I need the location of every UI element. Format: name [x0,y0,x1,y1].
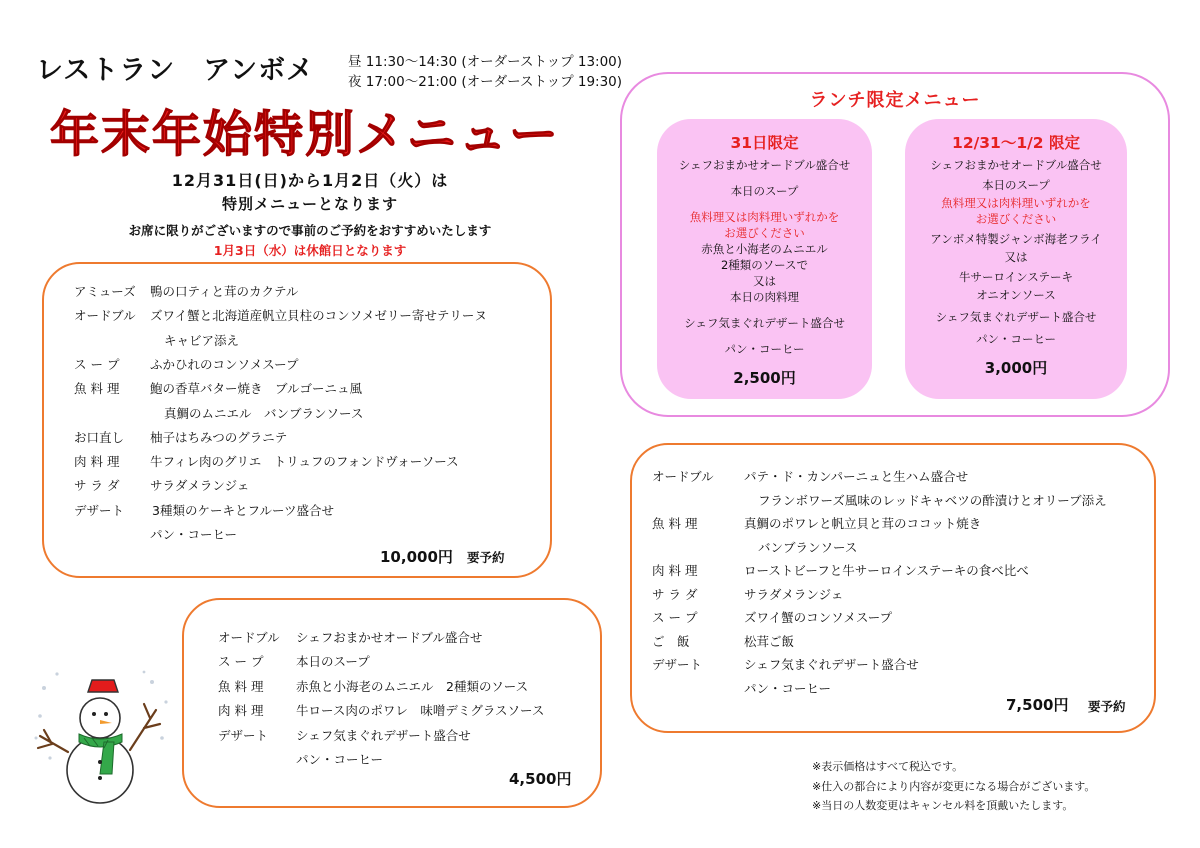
course-7500-item: シェフ気まぐれデザート盛合せ [744,657,919,672]
course-10000-label: 魚 料 理 [74,381,120,397]
footnote-cancel: ※当日の人数変更はキャンセル料を頂戴いたします。 [812,799,1074,812]
lunch-newyear-line: シェフ気まぐれデザート盛合せ [935,310,1097,324]
lunch-newyear-line: オニオンソース [976,288,1056,302]
hours-dinner: 夜 17:00～21:00 (オーダーストップ 19:30) [348,74,623,90]
course-10000-item: パン・コーヒー [150,527,238,542]
lunch-31-line: 本日のスープ [730,184,799,198]
lunch-31-line: 赤魚と小海老のムニエル [701,242,828,256]
lunch-31-line: お選びください [724,226,805,240]
course-7500-item: サラダメランジェ [744,586,844,602]
course-4500-box [182,598,602,808]
lunch-31-price: 2,500円 [733,369,796,387]
course-10000-item: ズワイ蟹と北海道産帆立貝柱のコンソメゼリー寄せテリーヌ [150,308,487,324]
course-10000-label: オードブル [74,308,136,324]
course-10000-reserve: 要予約 [467,550,505,565]
lunch-newyear-price: 3,000円 [984,359,1048,377]
course-7500-item: パテ・ド・カンパーニュと生ハム盛合せ [744,469,969,484]
hours-lunch: 昼 11:30～14:30 (オーダーストップ 13:00) [348,54,623,70]
course-4500-item: シェフ気まぐれデザート盛合せ [296,727,471,743]
course-7500-box [630,443,1156,733]
course-7500-item: バンブランソース [758,539,858,555]
course-10000-item: 鴨の口ティと茸のカクテル [150,284,299,299]
course-7500-label: ス ー プ [652,610,698,625]
lunch-newyear-line: 本日のスープ [982,178,1050,192]
lunch-newyear-card [905,119,1127,399]
course-7500-reserve: 要予約 [1088,699,1126,714]
course-10000-box [42,262,552,578]
lunch-newyear-line: アンボメ特製ジャンボ海老フライ [930,232,1102,246]
course-7500-item: パン・コーヒー [744,680,832,696]
course-4500-label: オードブル [218,630,280,645]
course-10000-item: 鮑の香草バター焼き ブルゴーニュ風 [150,381,363,397]
course-10000-item: 牛フィレ肉のグリエ トリュフのフォンドヴォーソース [150,454,459,470]
course-7500-label: 肉 料 理 [652,563,698,578]
footnote-tax: ※表示価格はすべて税込です。 [812,760,964,773]
course-10000-label: 肉 料 理 [74,454,120,470]
lunch-31-line: シェフおまかせオードブル盛合せ [678,158,851,172]
footnote-change: ※仕入の都合により内容が変更になる場合がございます。 [812,780,1096,793]
lunch-newyear-line: 又は [1004,250,1028,264]
course-10000-item: 真鯛のムニエル バンブランソース [164,405,364,421]
course-7500-item: フランボワーズ風味のレッドキャベツの酢漬けとオリーブ添え [758,492,1107,508]
course-4500-item: 牛ロース肉のポワレ 味噌デミグラスソース [296,703,545,719]
course-10000-item: サラダメランジェ [150,478,250,494]
course-7500-item: 真鯛のポワレと帆立貝と茸のココット焼き [744,516,982,531]
course-7500-item: ズワイ蟹のコンソメスープ [744,610,893,625]
lunch-newyear-line: 牛サーロインステーキ [958,270,1074,284]
course-4500-item: 赤魚と小海老のムニエル 2種類のソース [296,678,529,694]
course-4500-label: デザート [218,727,269,743]
lunch-31-title: 31日限定 [730,134,799,152]
course-10000-label: アミューズ [74,284,136,299]
reservation-note: お席に限りがございますので事前のご予約をおすすめいたします [128,223,492,238]
dates-line-1: 12月31日(日)から1月2日（火）は [171,171,449,190]
course-10000-label: デザート [74,502,125,518]
course-4500-item: 本日のスープ [296,654,370,670]
lunch-newyear-line: お選びください [975,212,1057,226]
course-10000-label: サ ラ ダ [74,478,120,494]
course-4500-label: ス ー プ [218,654,264,670]
course-7500-label: オードブル [652,469,714,484]
lunch-31-line: シェフ気まぐれデザート盛合せ [684,316,845,330]
course-7500-label: 魚 料 理 [652,516,698,531]
lunch-31-line: 魚料理又は肉料理いずれかを [689,210,840,224]
course-4500-item: シェフおまかせオードブル盛合せ [296,630,483,645]
course-7500-label: サ ラ ダ [652,586,698,602]
lunch-31-card [657,119,872,399]
course-4500-label: 魚 料 理 [218,678,264,694]
lunch-31-line: 又は [753,274,776,288]
course-10000-label: お口直し [74,429,125,445]
snowman-icon [32,668,172,808]
lunch-31-line: パン・コーヒー [724,342,805,356]
lunch-newyear-line: パン・コーヒー [975,332,1057,346]
course-7500-label: ご 飯 [652,633,690,649]
lunch-newyear-line: 魚料理又は肉料理いずれかを [941,196,1091,210]
lunch-31-line: 2種類のソースで [720,258,808,272]
course-10000-item: 3種類のケーキとフルーツ盛合せ [152,502,334,518]
course-10000-price: 10,000円 [380,548,453,566]
course-7500-item: ローストビーフと牛サーロインステーキの食べ比べ [744,563,1029,578]
course-7500-item: 松茸ご飯 [744,633,795,649]
course-10000-item: キャビア添え [164,332,240,348]
page-title: 年末年始特別メニュー [50,106,561,163]
lunch-newyear-line: シェフおまかせオードブル盛合せ [930,158,1102,172]
course-10000-item: 柚子はちみつのグラニテ [150,429,288,445]
course-4500-price: 4,500円 [509,770,572,788]
dates-line-2: 特別メニューとなります [221,195,398,213]
course-10000-label: ス ー プ [74,356,120,372]
restaurant-name: レストラン アンボメ [36,55,315,86]
lunch-31-line: 本日の肉料理 [730,290,799,304]
course-7500-price: 7,500円 [1006,696,1069,714]
course-4500-label: 肉 料 理 [218,703,264,719]
course-7500-label: デザート [652,657,703,672]
course-10000-item: ふかひれのコンソメスープ [150,356,299,372]
lunch-menu-title: ランチ限定メニュー [809,90,981,111]
lunch-newyear-title: 12/31～1/2 限定 [952,134,1080,152]
course-4500-item: パン・コーヒー [296,752,384,767]
closed-note: 1月3日（水）は休館日となります [213,243,407,258]
lunch-menu-box [620,72,1170,417]
